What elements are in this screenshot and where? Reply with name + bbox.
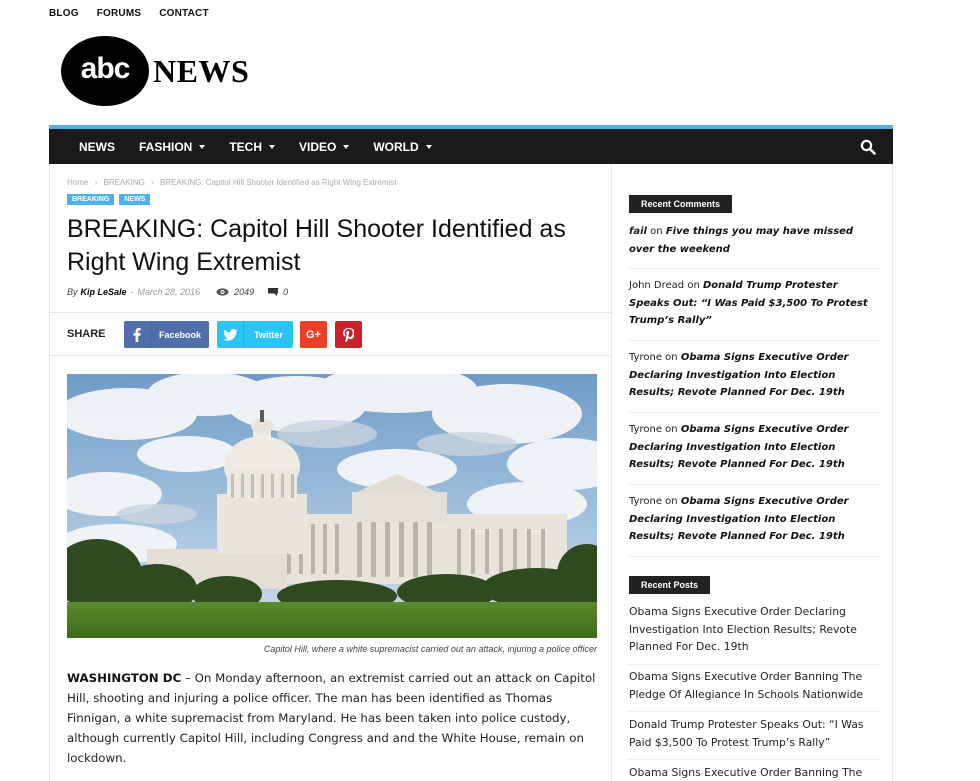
comment-on: on xyxy=(665,352,678,363)
eye-icon xyxy=(216,288,229,296)
share-googleplus-button[interactable] xyxy=(300,321,327,348)
chevron-down-icon xyxy=(199,145,205,149)
dateline: WASHINGTON DC xyxy=(67,671,182,685)
article-photo-capitol xyxy=(67,374,597,638)
tag-news[interactable]: NEWS xyxy=(119,194,150,205)
comment-post-link[interactable]: Donald Trump Protester Speaks Out: “I Was Paid $3,500 To Protest Trump’s Rally” xyxy=(629,280,868,327)
comment-author: Tyrone xyxy=(629,424,662,435)
comment-count-value: 0 xyxy=(283,287,289,297)
recent-comment-item xyxy=(629,493,879,557)
share-facebook-button[interactable] xyxy=(124,321,209,348)
top-link-contact[interactable]: CONTACT xyxy=(159,7,209,19)
top-menu xyxy=(49,0,209,26)
breadcrumb-separator: › xyxy=(151,178,154,187)
breadcrumb-home[interactable]: Home xyxy=(67,178,89,187)
article-body xyxy=(67,668,597,768)
comment-post-link[interactable]: Obama Signs Executive Order Declaring Investigation Into Election Results; Revote Planned For Dec. 19th xyxy=(629,424,849,471)
search-icon[interactable] xyxy=(860,139,876,155)
recent-posts-title: Recent Posts xyxy=(629,576,710,594)
comment-author: John Dread xyxy=(629,280,685,291)
category-tags xyxy=(67,194,150,205)
top-link-forums[interactable]: FORUMS xyxy=(96,7,142,19)
nav-item-tech[interactable] xyxy=(229,140,275,154)
article-title: BREAKING: Capitol Hill Shooter Identified as Right Wing Extremist xyxy=(67,215,566,276)
breadcrumb-category[interactable]: BREAKING xyxy=(103,178,145,187)
comment-on: on xyxy=(650,226,663,237)
recent-post-link[interactable]: Obama Signs Executive Order Banning The xyxy=(629,766,863,779)
nav-item-world[interactable] xyxy=(373,140,431,154)
nav-item-video[interactable] xyxy=(299,140,349,154)
comment-post-link[interactable]: Five things you may have missed over the weekend xyxy=(629,226,854,255)
comment-author: Tyrone xyxy=(629,496,662,507)
comment-author[interactable]: fail xyxy=(629,226,647,237)
tag-breaking[interactable]: BREAKING xyxy=(67,194,114,205)
recent-comments-title: Recent Comments xyxy=(629,195,732,213)
article-meta xyxy=(67,287,288,297)
nav-item-fashion[interactable] xyxy=(139,140,205,154)
recent-comment-item xyxy=(629,223,879,269)
twitter-icon xyxy=(217,321,244,348)
comment-post-link[interactable]: Obama Signs Executive Order Declaring Investigation Into Election Results; Revote Planned For Dec. 19th xyxy=(629,352,849,399)
breadcrumb-current: BREAKING: Capitol Hill Shooter Identified as Right Wing Extremist xyxy=(159,178,397,187)
recent-post-link[interactable]: Donald Trump Protester Speaks Out: “I Was Paid $3,500 To Protest Trump’s Rally” xyxy=(629,716,879,760)
nav-label: WORLD xyxy=(373,139,419,154)
author-link[interactable]: Kip LeSale xyxy=(80,287,127,297)
nav-label: TECH xyxy=(229,139,263,154)
comment-icon xyxy=(268,288,278,296)
share-label: SHARE xyxy=(67,328,106,340)
comment-on: on xyxy=(665,424,678,435)
nav-label: VIDEO xyxy=(299,139,337,154)
breadcrumb xyxy=(67,178,401,187)
chevron-down-icon xyxy=(426,145,432,149)
comment-post-link[interactable]: Obama Signs Executive Order Declaring Investigation Into Election Results; Revote Planned For Dec. 19th xyxy=(629,496,849,543)
googleplus-icon: G+ xyxy=(306,328,321,341)
logo-news-text: NEWS xyxy=(153,52,250,89)
chevron-down-icon xyxy=(269,145,275,149)
comment-author: Tyrone xyxy=(629,352,662,363)
share-facebook-label: Facebook xyxy=(158,329,201,340)
comment-on: on xyxy=(687,280,700,291)
top-link-blog[interactable]: BLOG xyxy=(49,7,79,19)
recent-comment-item xyxy=(629,421,879,485)
column-divider xyxy=(611,164,612,781)
view-count xyxy=(216,287,254,297)
main-nav xyxy=(49,125,893,164)
share-twitter-button[interactable] xyxy=(217,321,293,348)
nav-label: FASHION xyxy=(139,139,193,154)
share-twitter-label: Twitter xyxy=(254,329,283,340)
share-pinterest-button[interactable] xyxy=(335,321,362,348)
photo-caption: Capitol Hill, where a white supremacist carried out an attack, injuring a police officer xyxy=(263,644,597,654)
recent-comment-item xyxy=(629,349,879,413)
facebook-icon xyxy=(124,321,151,348)
chevron-down-icon xyxy=(343,145,349,149)
comment-count[interactable] xyxy=(268,287,288,297)
share-bar xyxy=(50,312,611,356)
breadcrumb-separator: › xyxy=(94,178,98,187)
article-paragraph: – On Monday afternoon, an extremist carried out an attack on Capitol Hill, shooting and injuring a police officer. The man has been identified as Thomas Finnigan, a white supremacist from Maryland. He has been taken into police custody, although currently Capitol Hill, including Congress and and the White House, remain on lockdown. xyxy=(67,671,596,765)
comment-on: on xyxy=(665,496,678,507)
pinterest-icon xyxy=(343,328,354,342)
site-logo[interactable] xyxy=(61,36,249,106)
byline-prefix: By xyxy=(67,287,78,297)
date-separator: - xyxy=(130,287,134,297)
recent-post-link[interactable]: Obama Signs Executive Order Declaring Investigation Into Election Results; Revote Planned For Dec. 19th xyxy=(629,603,879,665)
view-count-value: 2049 xyxy=(234,287,255,297)
recent-post-link[interactable]: Obama Signs Executive Order Banning The Pledge Of Allegiance In Schools Nationwide xyxy=(629,668,879,712)
article-date: March 28, 2016 xyxy=(137,287,201,297)
logo-abc-oval: abc xyxy=(61,36,149,106)
content-area xyxy=(49,164,893,781)
nav-item-news[interactable] xyxy=(79,140,115,154)
nav-label: NEWS xyxy=(79,139,115,154)
recent-comment-item xyxy=(629,277,879,341)
